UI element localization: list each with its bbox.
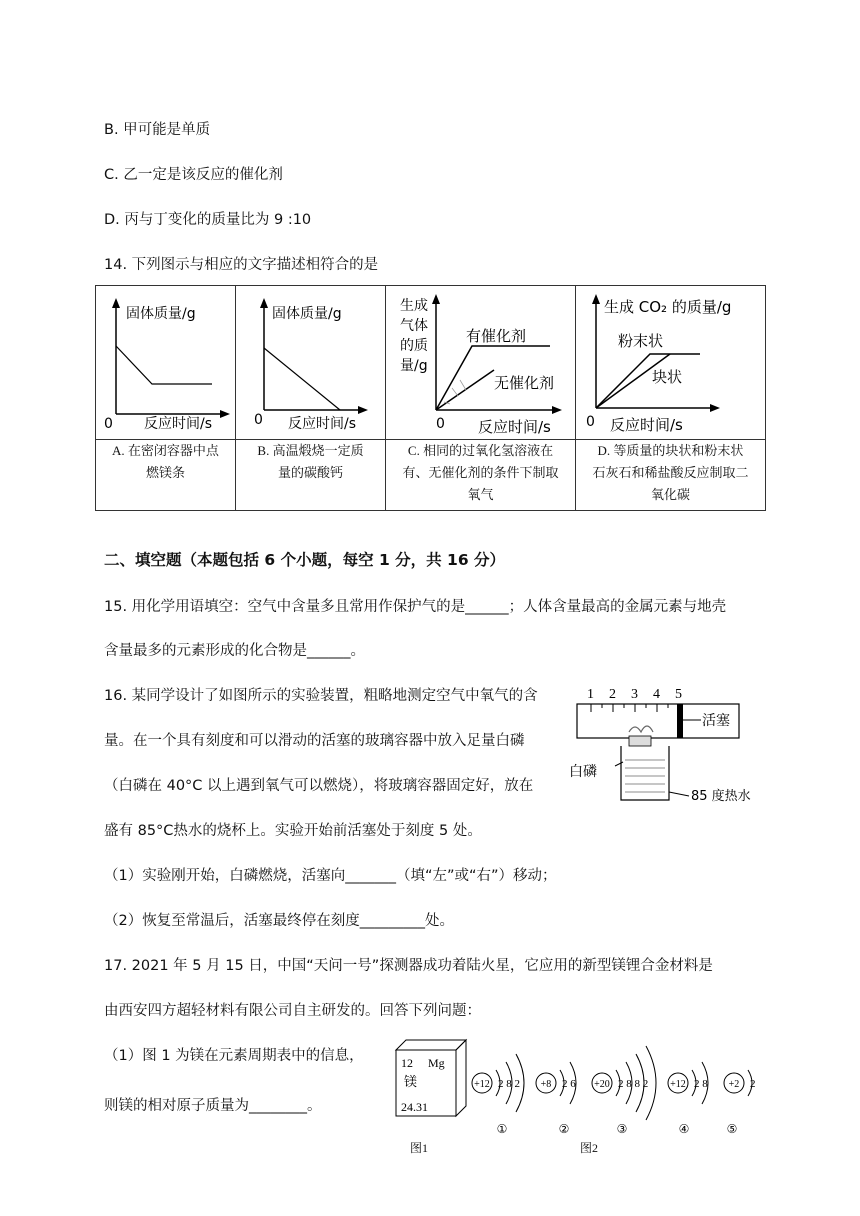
atom-1 (472, 1054, 524, 1136)
piston-label: 活塞 (702, 713, 730, 729)
question-17-line2: 由西安四方超轻材料有限公司自主研发的。回答下列问题： (104, 1003, 481, 1019)
svg-text:①: ① (496, 1122, 508, 1136)
question-17-sub1-line1: （1）图 1 为镁在元素周期表中的信息， (104, 1048, 364, 1064)
figure-2-atoms (462, 1040, 762, 1140)
scale-5: 5 (675, 687, 682, 702)
atom-4 (668, 1062, 708, 1136)
svg-text:2 8 2: 2 8 2 (498, 1078, 520, 1090)
question-16-line1: 16. 某同学设计了如图所示的实验装置，粗略地测定空气中氧气的含 (104, 688, 538, 704)
graph-b-xlabel: 反应时间/s (288, 416, 357, 432)
graph-c-label-bottom: 无催化剂 (494, 374, 555, 392)
graph-d-ylabel: 生成 CO₂ 的质量/g (604, 298, 732, 316)
question-16-line4: 盛有 85°C热水的烧杯上。实验开始前活塞处于刻度 5 处。 (104, 823, 482, 839)
question-16-line3: （白磷在 40°C 以上遇到氧气可以燃烧），将玻璃容器固定好，放在 (104, 778, 534, 794)
question-15-line1: 15. 用化学用语填空：空气中含量多且常用作保护气的是______；人体含量最高的金属元素与地壳 (104, 599, 727, 615)
question-14-stem: 14. 下列图示与相应的文字描述相符合的是 (104, 257, 379, 273)
question-17-line1: 17. 2021 年 5 月 15 日，中国“天问一号”探测器成功着陆火星，它应用的新型镁锂合金材料是 (104, 958, 713, 974)
question-14-table (95, 285, 766, 511)
caption-a: A. 在密闭容器中点 燃镁条 (96, 440, 236, 511)
atom-5 (724, 1070, 756, 1136)
svg-text:+12: +12 (474, 1079, 490, 1090)
question-16-line2: 量。在一个具有刻度和可以滑动的活塞的玻璃容器中放入足量白磷 (104, 733, 525, 749)
figure-1-element (392, 1036, 472, 1120)
graph-a-ylabel: 固体质量/g (126, 306, 196, 322)
question-17-sub1-line2: 则镁的相对原子质量为________。 (104, 1098, 322, 1114)
section-title: 二、填空题（本题包括 6 个小题，每空 1 分，共 16 分） (104, 551, 506, 569)
caption-d: D. 等质量的块状和粉末状 石灰石和稀盐酸反应制取二 氧化碳 (576, 440, 766, 511)
graph-b-ylabel: 固体质量/g (272, 306, 342, 322)
phosphorus-label: 白磷 (569, 764, 597, 780)
piston (677, 704, 683, 738)
graph-c-svg (386, 286, 575, 439)
graph-a-svg (96, 286, 235, 439)
svg-text:2 8: 2 8 (694, 1078, 708, 1090)
scale-3: 3 (631, 687, 638, 702)
phosphorus (629, 736, 651, 746)
graph-a (96, 286, 235, 439)
svg-text:②: ② (558, 1122, 570, 1136)
element-number: 12 (401, 1056, 413, 1070)
atom-3 (592, 1046, 656, 1136)
element-mass: 24.31 (401, 1100, 428, 1114)
svg-text:2 8 8 2: 2 8 8 2 (618, 1078, 649, 1090)
scale-2: 2 (609, 687, 616, 702)
caption-c: C. 相同的过氧化氢溶液在 有、无催化剂的条件下制取 氧气 (386, 440, 576, 511)
option-b: B. 甲可能是单质 (104, 122, 211, 138)
svg-text:④: ④ (678, 1122, 690, 1136)
element-symbol: Mg (428, 1056, 445, 1070)
graph-b-svg (236, 286, 385, 439)
svg-text:2: 2 (750, 1078, 756, 1090)
element-name: 镁 (404, 1074, 418, 1089)
question-16-sub1: （1）实验刚开始，白磷燃烧，活塞向_______（填“左”或“右”）移动； (104, 868, 557, 884)
atom-2 (536, 1062, 576, 1136)
option-c: C. 乙一定是该反应的催化剂 (104, 167, 283, 183)
graph-a-xlabel: 反应时间/s (144, 416, 213, 432)
graph-c-label-top: 有催化剂 (466, 327, 527, 345)
question-15-line2: 含量最多的元素形成的化合物是______。 (104, 643, 365, 659)
graph-c-xlabel: 反应时间/s (478, 418, 551, 436)
graph-c-origin: 0 (436, 416, 445, 432)
question-16-sub2: （2）恢复至常温后，活塞最终停在刻度_________处。 (104, 913, 454, 929)
graph-d (576, 286, 765, 439)
svg-text:+20: +20 (594, 1079, 610, 1090)
svg-text:+2: +2 (728, 1079, 740, 1090)
graph-c (386, 286, 575, 439)
svg-text:+12: +12 (670, 1079, 686, 1090)
graph-b-origin: 0 (254, 412, 263, 428)
scale-4: 4 (653, 687, 660, 702)
figure-1-caption: 图1 (410, 1141, 429, 1155)
svg-text:+8: +8 (540, 1079, 552, 1090)
option-d: D. 丙与丁变化的质量比为 9 :10 (104, 212, 312, 228)
graph-d-label-top: 粉末状 (618, 332, 664, 350)
graph-b (236, 286, 385, 439)
caption-b: B. 高温煅烧一定质 量的碳酸钙 (236, 440, 386, 511)
graph-c-ylabel: 生成 气体 的质 量/g (400, 298, 428, 374)
svg-text:⑤: ⑤ (726, 1122, 738, 1136)
graph-d-origin: 0 (586, 414, 595, 430)
scale-1: 1 (587, 687, 594, 702)
graph-a-origin: 0 (104, 416, 113, 432)
water-label: 85 度热水 (691, 789, 751, 804)
figure-2-caption: 图2 (580, 1141, 599, 1155)
svg-text:③: ③ (616, 1122, 628, 1136)
graph-d-svg (576, 286, 765, 439)
svg-text:2 6: 2 6 (562, 1078, 576, 1090)
graph-d-xlabel: 反应时间/s (610, 416, 683, 434)
graph-d-label-bottom: 块状 (652, 368, 683, 386)
apparatus-diagram (565, 680, 765, 810)
